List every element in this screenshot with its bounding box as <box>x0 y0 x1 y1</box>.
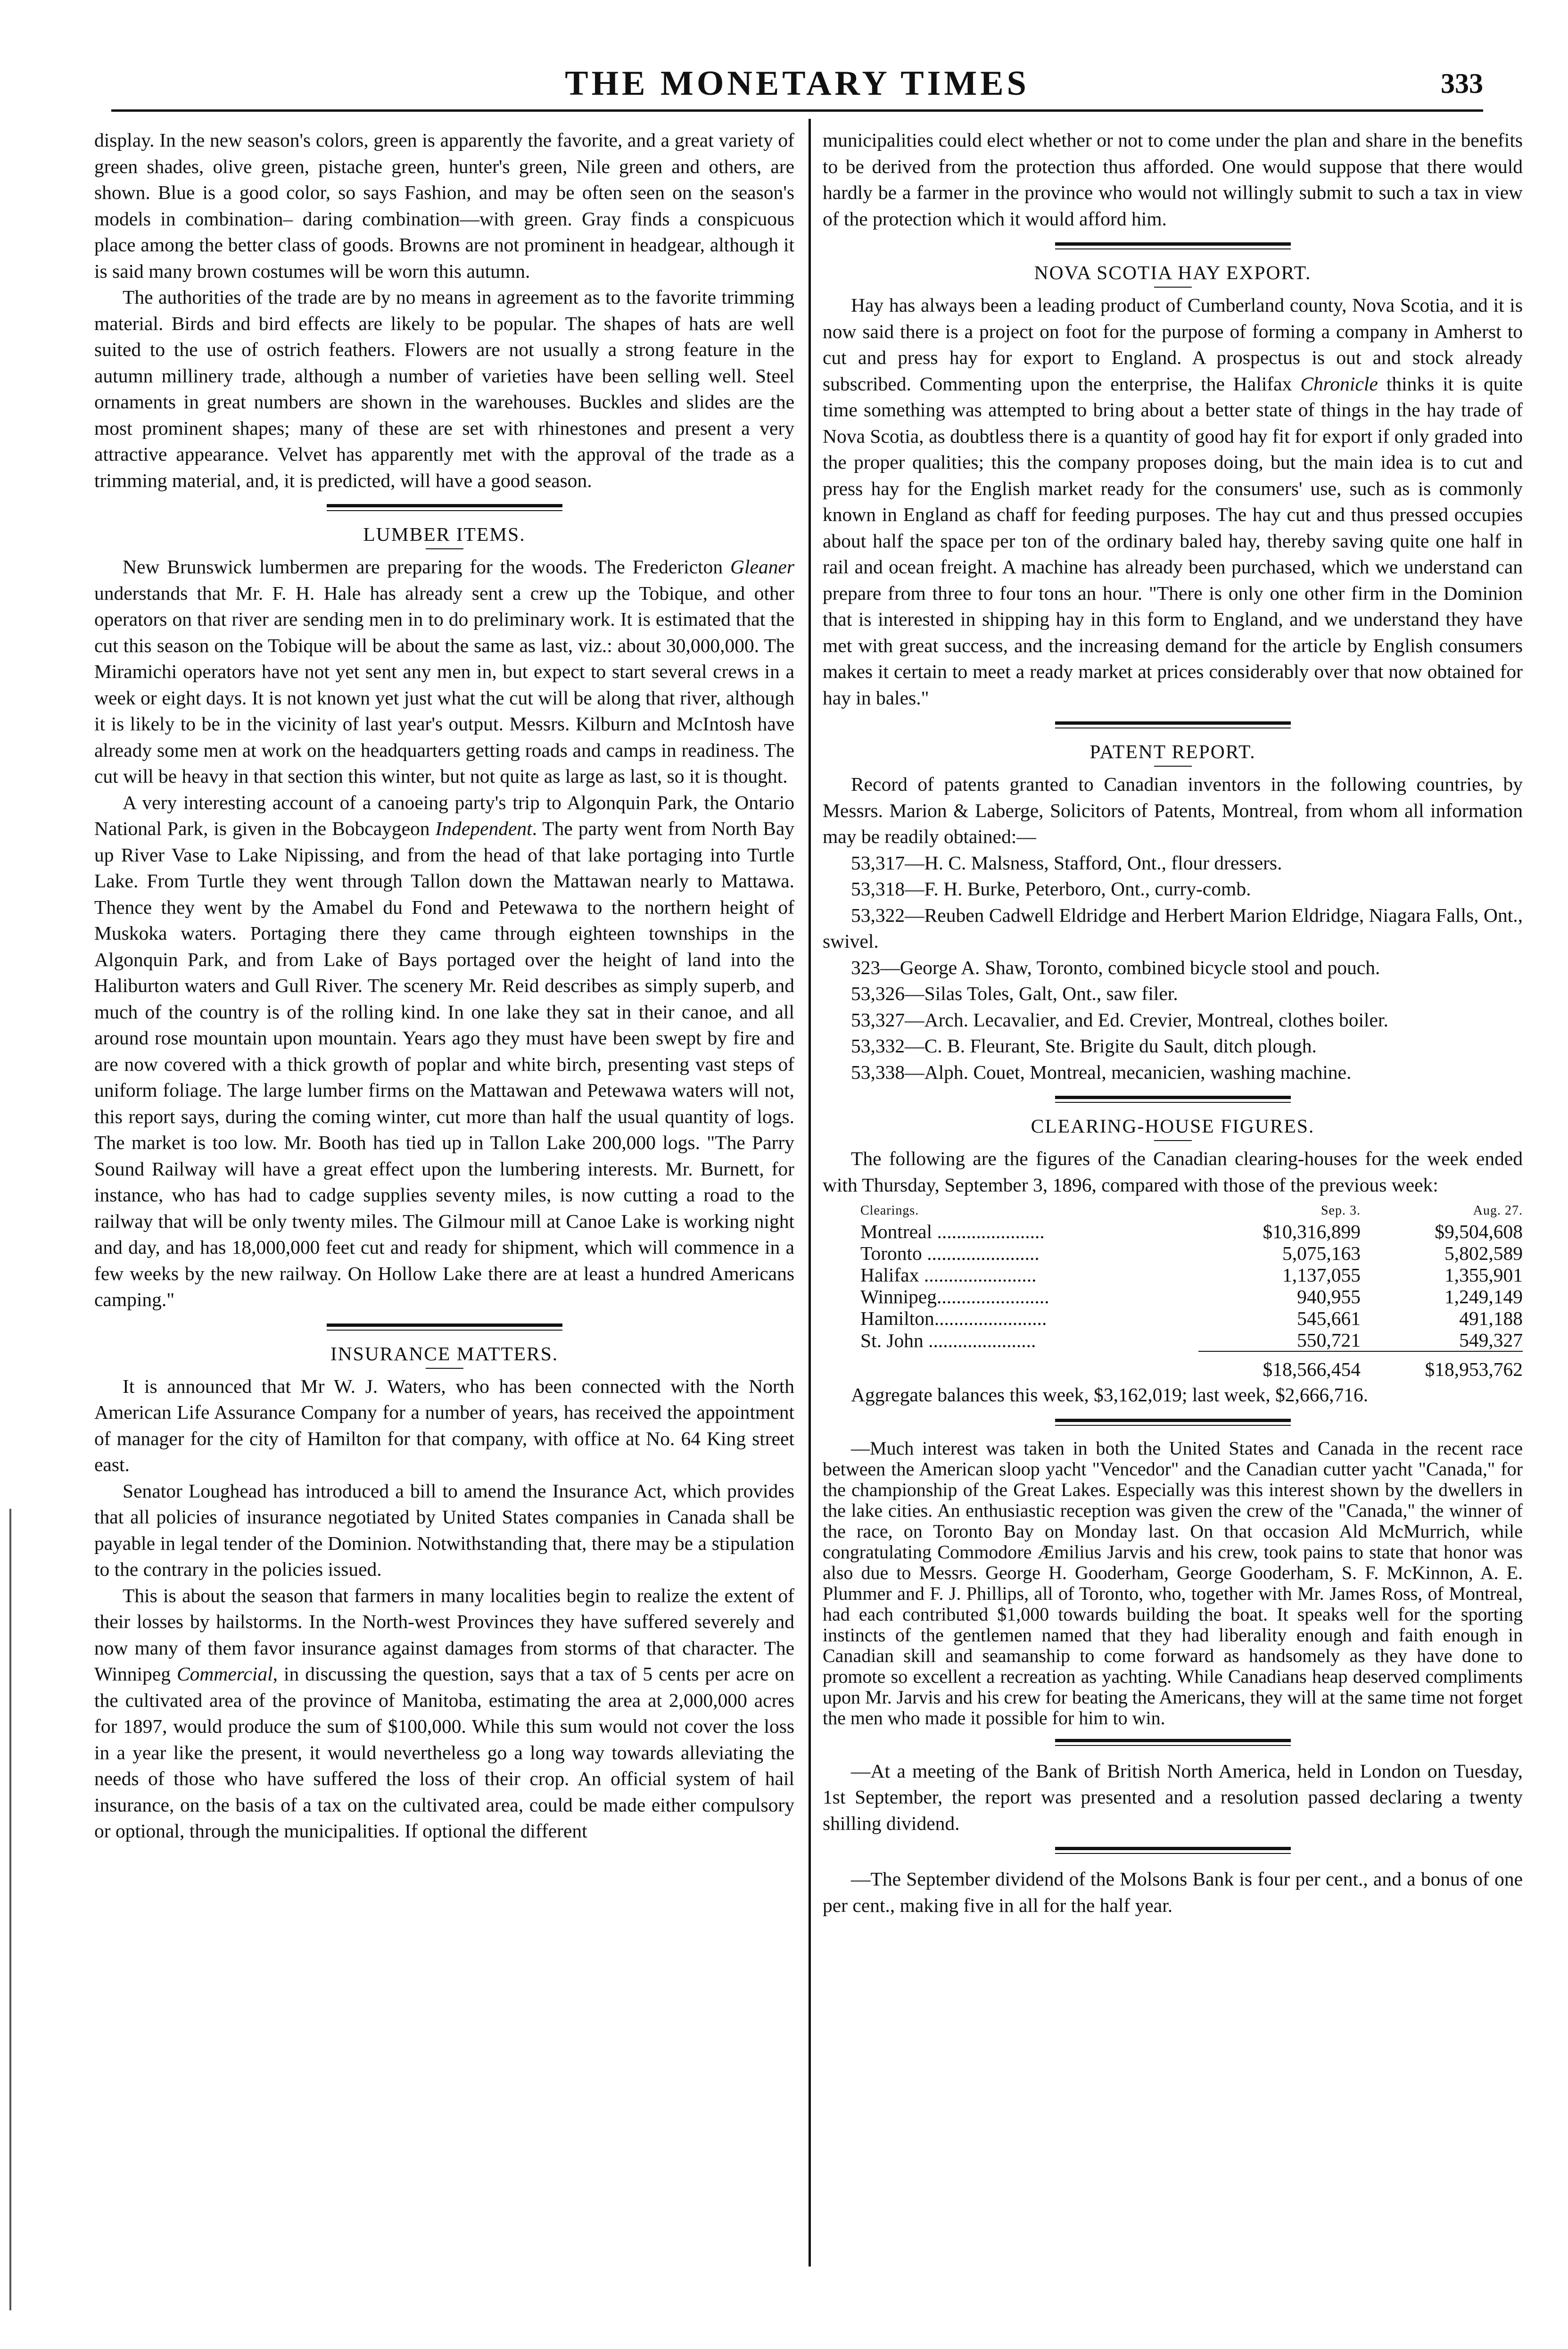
table-total-row <box>823 1351 1523 1380</box>
clearing-aggregate: Aggregate balances this week, $3,162,019; last week, $2,666,716. <box>851 1384 1369 1406</box>
table-cell-aug27: 5,802,589 <box>1444 1242 1523 1264</box>
table-cell-aug27: 1,355,901 <box>1444 1264 1523 1286</box>
insurance-paragraph-3: This is about the season that farmers in many localities begin to realize the extent of their losses by hailstorms. In the North-west Provinces they have suffered severely and now many of them favor insurance against damages from storms of that character. The Winnipeg Commercial, in discussing the question, says that a tax of 5 cents per acre on the cultivated area of the province of Manitoba, estimating the area at 2,000,000 acres for 1897, would produce the sum of $100,000. While this sum would not cover the loss in a year like the present, it would nevertheless go a long way towards alleviating the needs of those who have suffered the loss of their crop. An official system of hail insurance, on the basis of a tax on the cultivated area, could be made either compulsory or optional, through the municipalities. If optional the different <box>94 1584 794 1842</box>
bank-paragraph: —At a meeting of the Bank of British North America, held in London on Tuesday, 1st September, the report was presented and a resolution passed declaring a twenty shilling dividend. <box>823 1760 1523 1834</box>
heading-tick <box>426 548 463 549</box>
table-cell-sep3: $10,316,899 <box>1263 1221 1361 1242</box>
commercial-title: Commercial <box>177 1663 273 1685</box>
independent-title: Independent <box>435 818 532 839</box>
patent-entry: 53,317—H. C. Malsness, Stafford, Ont., flour dressers. <box>851 852 1282 874</box>
table-cell-sep3: 940,955 <box>1297 1286 1361 1307</box>
margin-mark <box>9 1509 11 2310</box>
patent-entry: 53,332—C. B. Fleurant, Ste. Brigite du Sault, ditch plough. <box>851 1035 1317 1057</box>
table-row <box>823 1264 1523 1286</box>
section-rule <box>1055 242 1291 249</box>
masthead-title: THE MONETARY TIMES <box>565 64 1030 103</box>
table-row <box>823 1286 1523 1307</box>
table-cell-sep3: 5,075,163 <box>1282 1242 1361 1264</box>
lumber-paragraph-1: New Brunswick lumbermen are preparing for the woods. The Fredericton Gleaner understands that Mr. F. H. Hale has already sent a crew up the Tobique, and other operators on that river are sending men in to do preliminary work. It is estimated that the cut this season on the Tobique will be about the same as last, viz.: about 30,000,000. The Miramichi operators have not yet sent any men in, but expect to start several crews in a week or eight days. It is not known yet just what the cut will be along that river, although it is likely to be in the vicinity of last year's output. Messrs. Kilburn and McIntosh have already some men at work on the headquarters getting roads and camps in readiness. The cut will be heavy in that section this winter, but not quite as large as last, so it is thought. <box>94 556 794 787</box>
table-row <box>823 1329 1523 1351</box>
table-cell-city: St. John ...................... <box>860 1329 1036 1351</box>
table-row <box>823 1307 1523 1329</box>
section-rule <box>1055 1739 1291 1746</box>
insurance-heading: INSURANCE MATTERS. <box>330 1342 559 1365</box>
patent-entry: 53,327—Arch. Lecavalier, and Ed. Crevier, Montreal, clothes boiler. <box>851 1009 1388 1031</box>
table-cell-aug27: $9,504,608 <box>1435 1221 1523 1242</box>
molsons-paragraph: —The September dividend of the Molsons Bank is four per cent., and a bonus of one per cent., making five in all for the half year. <box>823 1868 1523 1916</box>
lumber-heading: LUMBER ITEMS. <box>363 523 526 545</box>
hay-heading: NOVA SCOTIA HAY EXPORT. <box>1034 262 1312 283</box>
gleaner-title: Gleaner <box>730 556 794 578</box>
page-number: 333 <box>1441 68 1483 99</box>
yacht-paragraph: —Much interest was taken in both the United States and Canada in the recent race between the American sloop yacht "Vencedor" and the Canadian cutter yacht "Canada," for the championship of the Great Lakes. Especially was this interest shown by the dwellers in the lake cities. An enthusiastic reception was given the crew of the "Canada," the winner of the race, on Toronto Bay on Monday last. On that occasion Ald McMurrich, while congratulating Commodore Æmilius Jarvis and his crew, took pains to state that honor was also due to Messrs. George H. Gooderham, George Gooderham, S. F. McKinnon, A. E. Plummer and F. J. Phillips, all of Toronto, who, together with Mr. James Ross, of Montreal, had each contributed $1,000 towards building the boat. It speaks well for the sporting instincts of the gentlemen named that they had liberality enough and faith enough in Canadian skill and seamanship to come forward as handsomely as they have done to promote so excellent a recreation as yachting. While Canadians heap deserved compliments upon Mr. Jarvis and his crew for beating the Americans, they will at the same time not forget the men who made it possible for him to win. <box>823 1437 1523 1729</box>
table-cell-city: Halifax ....................... <box>860 1264 1037 1286</box>
patent-entry: 53,322—Reuben Cadwell Eldridge and Herbert Marion Eldridge, Niagara Falls, Ont., swivel. <box>823 904 1523 952</box>
patent-entry: 323—George A. Shaw, Toronto, combined bicycle stool and pouch. <box>851 956 1380 978</box>
section-rule <box>1055 1096 1291 1103</box>
hay-paragraph: Hay has always been a leading product of Cumberland county, Nova Scotia, and it is now said there is a project on foot for the purpose of forming a company in Amherst to cut and press hay for export to England. A prospectus is out and stock already subscribed. Commenting upon the enterprise, the Halifax Chronicle thinks it is quite time something was attempted to bring about a better state of things in the hay trade of Nova Scotia, as doubtless there is a quantity of good hay fit for export if only graded into the proper qualities; this the company proposes doing, but the main idea is to cut and press hay for the English market ready for the consumers' use, such as is commonly known in England as chaff for feeding purposes. The hay cut and thus pressed occupies about half the space per ton of the ordinary baled hay, thereby saving quite one half in rail and ocean freight. A machine has already been purchased, which we understand can prepare from three to four tons an hour. "There is only one other firm in the Dominion that is interested in shipping hay in this form to England, and we understand they have met with great success, and the increasing demand for the article by English consumers makes it certain to meet a ready market at prices considerably over that now obtained for hay in bales." <box>823 294 1523 709</box>
insurance-paragraph-1: It is announced that Mr W. J. Waters, who has been connected with the North American Life Assurance Company for a number of years, has received the appointment of manager for the city of Hamilton for that company, with office at No. 64 King street east. <box>94 1375 794 1475</box>
table-header-sep3: Sep. 3. <box>1320 1203 1361 1218</box>
heading-tick <box>1154 287 1192 288</box>
clearing-intro: The following are the figures of the Canadian clearing-houses for the week ended with Thursday, September 3, 1896, compared with those of the previous week: <box>823 1148 1523 1196</box>
table-cell-sep3: 545,661 <box>1297 1307 1361 1329</box>
table-cell-city: Winnipeg....................... <box>860 1286 1049 1307</box>
table-cell-city: Toronto ....................... <box>860 1242 1040 1264</box>
table-row <box>823 1221 1523 1242</box>
right-column <box>823 127 1523 1919</box>
table-cell-aug27: 549,327 <box>1459 1329 1523 1351</box>
section-rule <box>327 1323 562 1331</box>
table-cell-city: Montreal ...................... <box>860 1221 1045 1242</box>
millinery-paragraph-1: display. In the new season's colors, green is apparently the favorite, and a great variety of green shades, olive green, pistache green, hunter's green, Nile green and others, are shown. Blue is a good color, so says Fashion, and may be often seen on the season's models in combination– daring combination—with green. Gray finds a conspicuous place among the better class of goods. Browns are not prominent in headgear, although it is said many brown costumes will be worn this autumn. <box>94 129 794 282</box>
patent-entry: 53,338—Alph. Couet, Montreal, mecanicien, washing machine. <box>851 1061 1352 1083</box>
table-total-sep3: $18,566,454 <box>1198 1351 1361 1380</box>
header-rule <box>111 109 1483 112</box>
heading-tick <box>1154 766 1192 767</box>
table-cell-city: Hamilton....................... <box>860 1307 1047 1329</box>
section-rule <box>327 504 562 511</box>
chronicle-title: Chronicle <box>1300 372 1378 395</box>
table-total-aug27: $18,953,762 <box>1361 1351 1523 1380</box>
column-divider <box>809 119 811 2266</box>
table-header-aug27: Aug. 27. <box>1473 1203 1523 1218</box>
patent-entry: 53,326—Silas Toles, Galt, Ont., saw filer. <box>851 983 1178 1004</box>
hail-continuation: municipalities could elect whether or not to come under the plan and share in the benefits to be derived from the protection thus afforded. One would suppose that there would hardly be a farmer in the province who would not willingly submit to such a tax in view of the protection which it would afford him. <box>823 129 1523 230</box>
heading-tick <box>426 1368 463 1369</box>
lumber-paragraph-2: A very interesting account of a canoeing party's trip to Algonquin Park, the Ontario National Park, is given in the Bobcaygeon Independent. The party went from North Bay up River Vase to Lake Nipissing, and from the head of that lake portaging into Turtle Lake. From Turtle they went through Tallon down the Mattawan nearly to Mattawa. Thence they went by the Amabel du Fond and Petewawa to the northern height of Muskoka waters. Portaging there they came through eighteen townships in the Algonquin Park, and from Lake of Bays portaged over the height of land into the Haliburton waters and Gull River. The scenery Mr. Reid describes as simply superb, and much of the country is of the rolling kind. In one lake they sat in their canoe, and all around rose mountain upon mountain. Years ago they must have been swept by fire and are now covered with a thick growth of poplar and white birch, presenting vast steps of uniform foliage. The large lumber firms on the Mattawan and Petewawa waters will not, this report says, during the coming winter, cut more than half the usual quantity of logs. The market is too low. Mr. Booth has tied up in Tallon Lake 200,000 logs. "The Parry Sound Railway will have a great effect upon the lumbering interests. Mr. Burnett, for instance, who has had to cadge supplies seventy miles, is now cutting a road to the railway that will be only twenty miles. The Gilmour mill at Canoe Lake is working night and day, and has 18,000,000 feet cut and ready for shipment, which will commence in a few weeks by the new railway. On Hollow Lake there are at least a hundred Americans camping." <box>94 791 794 1310</box>
left-column <box>94 127 794 1844</box>
section-rule <box>1055 721 1291 728</box>
millinery-paragraph-2: The authorities of the trade are by no means in agreement as to the favorite trimming material. Birds and bird effects are likely to be popular. The shapes of hats are well suited to the use of ostrich feathers. Flowers are not usually a strong feature in the autumn millinery trade, although a number of varieties have been selling well. Steel ornaments in great numbers are shown in the warehouses. Buckles and slides are the most prominent shapes; many of these are set with rhinestones and present a very attractive appearance. Velvet has apparently met with the approval of the trade as a trimming material, and, it is predicted, will have a good season. <box>94 286 794 491</box>
patent-entry: 53,318—F. H. Burke, Peterboro, Ont., curry-comb. <box>851 878 1251 900</box>
table-header-row <box>823 1201 1523 1221</box>
table-cell-aug27: 1,249,149 <box>1444 1286 1523 1307</box>
section-rule <box>1055 1419 1291 1426</box>
table-cell-sep3: 1,137,055 <box>1282 1264 1361 1286</box>
insurance-paragraph-2: Senator Loughead has introduced a bill to amend the Insurance Act, which provides that all policies of insurance negotiated by United States companies in Canada shall be payable in legal tender of the Dominion. Notwithstanding that, there may be a stipulation to the contrary in the policies issued. <box>94 1480 794 1580</box>
table-row <box>823 1242 1523 1264</box>
page-header <box>111 61 1483 106</box>
table-cell-sep3: 550,721 <box>1297 1329 1361 1351</box>
patent-list <box>823 771 1523 1085</box>
patent-heading: PATENT REPORT. <box>1089 741 1256 762</box>
table-header-clearings: Clearings. <box>860 1203 919 1218</box>
clearing-heading: CLEARING-HOUSE FIGURES. <box>1031 1115 1315 1137</box>
section-rule <box>1055 1847 1291 1854</box>
table-cell-aug27: 491,188 <box>1459 1307 1523 1329</box>
clearing-table <box>823 1201 1523 1380</box>
heading-tick <box>1154 1140 1192 1141</box>
patent-intro: Record of patents granted to Canadian inventors in the following countries, by Messrs. Marion & Laberge, Solicitors of Patents, Montreal, from whom all information may be readily obtained:— <box>823 773 1523 847</box>
